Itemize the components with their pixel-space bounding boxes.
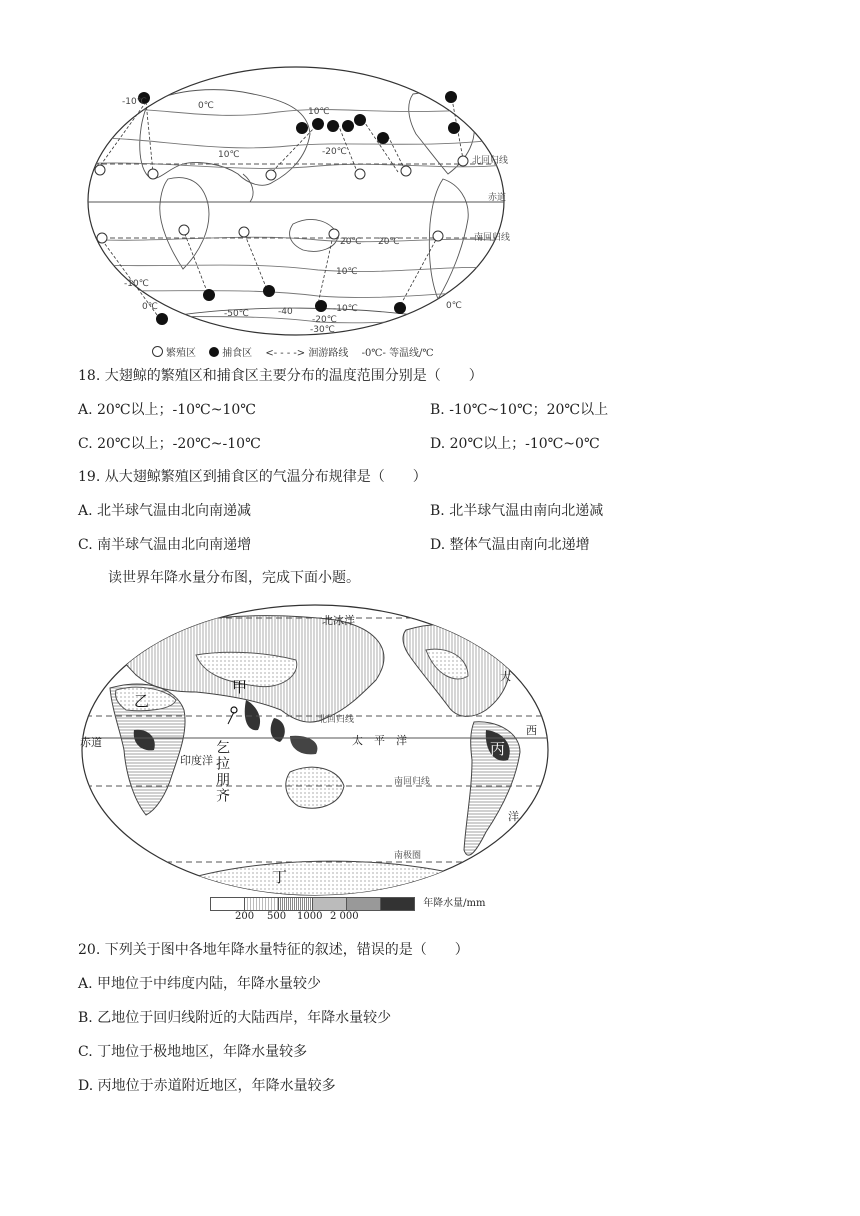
isotherm-label: 0℃ <box>198 101 214 111</box>
isotherm-label: -10℃ <box>333 304 358 314</box>
city-label-1: 乞拉朋齐 <box>214 740 230 804</box>
q19-option-c[interactable]: C. 南半球气温由北向南递增 <box>78 537 252 553</box>
q18-option-a[interactable]: A. 20℃以上；-10℃~10℃ <box>78 402 256 418</box>
swatch-6 <box>380 897 415 911</box>
isotherm-label: 20℃ <box>340 237 362 247</box>
isotherm-label: -50℃ <box>224 309 249 319</box>
atlantic-label-1: 大 <box>500 670 511 683</box>
legend-values <box>210 911 486 925</box>
q20-option-d[interactable]: D. 丙地位于赤道附近地区，年降水量较多 <box>78 1078 336 1094</box>
open-circle-icon <box>152 346 163 357</box>
legend-swatches <box>210 894 486 911</box>
isotherm-legend: -0℃- 等温线/℃ <box>361 348 434 359</box>
breeding-legend: 繁殖区 <box>152 348 196 359</box>
isotherm-label: 0℃ <box>142 302 158 312</box>
question-19-stem: 19. 从大翅鲸繁殖区到捕食区的气温分布规律是（ ） <box>78 469 427 485</box>
n-tropic-label: 北回归线 <box>318 715 355 725</box>
legend-title: 年降水量/mm <box>423 898 486 909</box>
q20-option-b[interactable]: B. 乙地位于回归线附近的大陆西岸，年降水量较少 <box>78 1010 392 1026</box>
isotherm-label: -40 <box>278 307 293 317</box>
section-intro: 读世界年降水量分布图，完成下面小题。 <box>108 570 360 586</box>
atlantic-label-3: 洋 <box>508 810 519 823</box>
isotherm-label: 10℃ <box>336 267 358 277</box>
equator-label: 赤道 <box>488 193 507 203</box>
q18-option-d[interactable]: D. 20℃以上；-10℃~0℃ <box>430 436 600 452</box>
q20-option-a[interactable]: A. 甲地位于中纬度内陆，年降水量较少 <box>78 976 322 992</box>
legend-value: 1000 <box>297 910 323 922</box>
isotherm-label: -20℃ <box>312 315 337 325</box>
label-yi: 乙 <box>134 692 150 710</box>
q19-option-a[interactable]: A. 北半球气温由北向南递减 <box>78 503 252 519</box>
legend-value: 2 000 <box>330 910 359 922</box>
isotherm-label: 10℃ <box>218 150 240 160</box>
question-20-stem: 20. 下列关于图中各地年降水量特征的叙述，错误的是（ ） <box>78 942 469 958</box>
swatch-4 <box>312 897 347 911</box>
q18-option-b[interactable]: B. -10℃~10℃；20℃以上 <box>430 402 609 418</box>
q19-option-d[interactable]: D. 整体气温由南向北递增 <box>430 537 590 553</box>
q20-option-c[interactable]: C. 丁地位于极地地区，年降水量较多 <box>78 1044 308 1060</box>
precipitation-map <box>76 600 554 916</box>
route-legend: <- - - -> 洄游路线 <box>265 348 349 359</box>
pacific-label: 太 平 洋 <box>352 734 407 747</box>
filled-circle-icon <box>209 347 219 357</box>
isotherm-label: -20℃ <box>322 147 347 157</box>
swatch-1 <box>210 897 245 911</box>
legend-value: 200 <box>235 910 255 922</box>
legend-value: 500 <box>267 910 287 922</box>
isotherm-label: -10℃ <box>124 279 149 289</box>
label-bing: 丙 <box>490 740 506 758</box>
s-tropic-label: 南回归线 <box>394 777 431 787</box>
isotherm-label: 20℃ <box>378 237 400 247</box>
tropic-label: 南回归线 <box>474 233 511 243</box>
isotherm-label: 0℃ <box>446 301 462 311</box>
isotherm-label: 10℃ <box>308 107 330 117</box>
arctic-ocean-label: 北冰洋 <box>322 614 355 627</box>
tropic-label: 北回归线 <box>472 156 509 166</box>
indian-ocean-label: 印度洋 <box>180 754 213 767</box>
isotherm-label: -30℃ <box>310 325 335 335</box>
antarctic-circle-label: 南极圈 <box>394 851 422 861</box>
whale-migration-map <box>78 64 514 364</box>
question-18-stem: 18. 大翅鲸的繁殖区和捕食区主要分布的温度范围分别是（ ） <box>78 368 483 384</box>
q19-option-b[interactable]: B. 北半球气温由南向北递减 <box>430 503 604 519</box>
feeding-legend: 捕食区 <box>209 348 252 359</box>
atlantic-label-2: 西 <box>526 724 537 737</box>
q18-option-c[interactable]: C. 20℃以上；-20℃~-10℃ <box>78 436 261 452</box>
map1-legend <box>152 344 444 359</box>
label-jia: 甲 <box>232 678 248 696</box>
swatch-3 <box>278 897 313 911</box>
label-ding: 丁 <box>272 868 288 886</box>
equator-label: 赤道 <box>80 736 102 749</box>
swatch-2 <box>244 897 279 911</box>
precipitation-legend <box>210 894 486 925</box>
swatch-5 <box>346 897 381 911</box>
isotherm-label: -10℃ <box>122 97 147 107</box>
